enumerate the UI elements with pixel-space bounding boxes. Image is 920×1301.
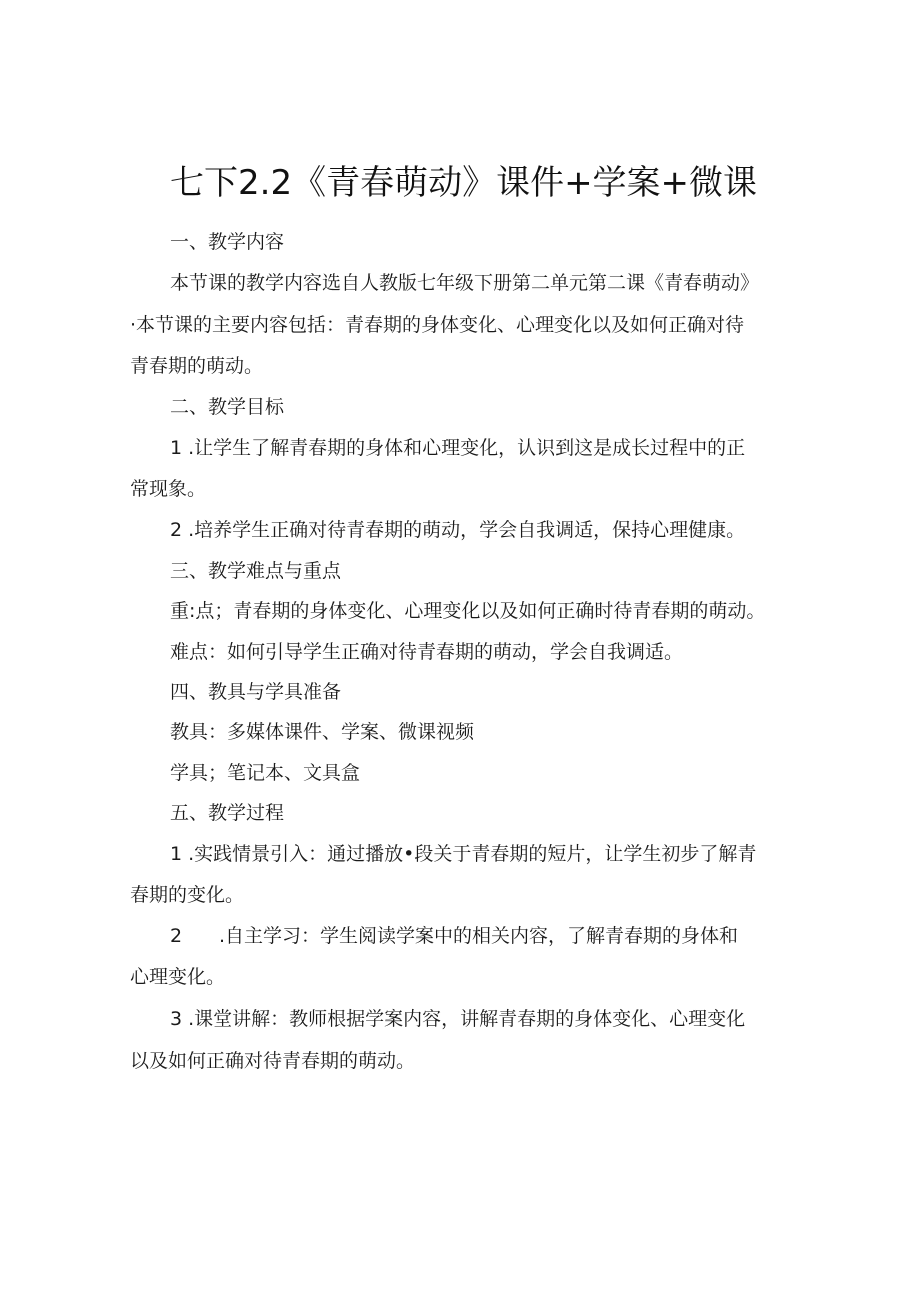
section-heading-objectives: 二、教学目标 bbox=[170, 396, 285, 418]
paragraph-line: 重:点；青春期的身体变化、心理变化以及如何正确时待青春期的萌动。 bbox=[170, 600, 766, 622]
paragraph-line: 难点：如何引导学生正确对待青春期的萌动，学会自我调适。 bbox=[170, 641, 684, 663]
paragraph-line: 心理变化。 bbox=[130, 966, 226, 988]
paragraph-line: 1 .让学生了解青春期的身体和心理变化，认识到这是成长过程中的正 bbox=[170, 437, 746, 459]
paragraph-line: 春期的变化。 bbox=[130, 884, 245, 906]
paragraph-line: 2 .培养学生正确对待青春期的萌动，学会自我调适，保持心理健康。 bbox=[170, 519, 746, 541]
section-heading-materials: 四、教具与学具准备 bbox=[170, 681, 342, 703]
paragraph-line: 教具：多媒体课件、学案、微课视频 bbox=[170, 721, 475, 743]
paragraph-line: 3 .课堂讲解：教师根据学案内容，讲解青春期的身体变化、心理变化 bbox=[170, 1008, 746, 1030]
paragraph-line: 以及如何正确对待青春期的萌动。 bbox=[130, 1050, 416, 1072]
section-heading-process: 五、教学过程 bbox=[170, 802, 285, 824]
paragraph-line: 常现象。 bbox=[130, 478, 207, 500]
paragraph-line: 本节课的教学内容选自人教版七年级下册第二单元第二课《青春萌动》 bbox=[170, 272, 760, 294]
section-heading-content: 一、教学内容 bbox=[170, 231, 285, 253]
list-number: 2 bbox=[170, 925, 183, 947]
document-title: 七下2.2《青春萌动》课件+学案+微课 bbox=[170, 163, 758, 203]
paragraph-line: .自主学习：学生阅读学案中的相关内容，了解青春期的身体和 bbox=[219, 925, 739, 947]
paragraph-line: 青春期的萌动。 bbox=[130, 355, 264, 377]
paragraph-line: 学具；笔记本、文具盒 bbox=[170, 762, 361, 784]
section-heading-key-points: 三、教学难点与重点 bbox=[170, 560, 342, 582]
paragraph-line: 1 .实践情景引入：通过播放•段关于青春期的短片，让学生初步了解青 bbox=[170, 843, 757, 865]
paragraph-line: ·本节课的主要内容包括：青春期的身体变化、心理变化以及如何正确对待 bbox=[130, 314, 745, 336]
